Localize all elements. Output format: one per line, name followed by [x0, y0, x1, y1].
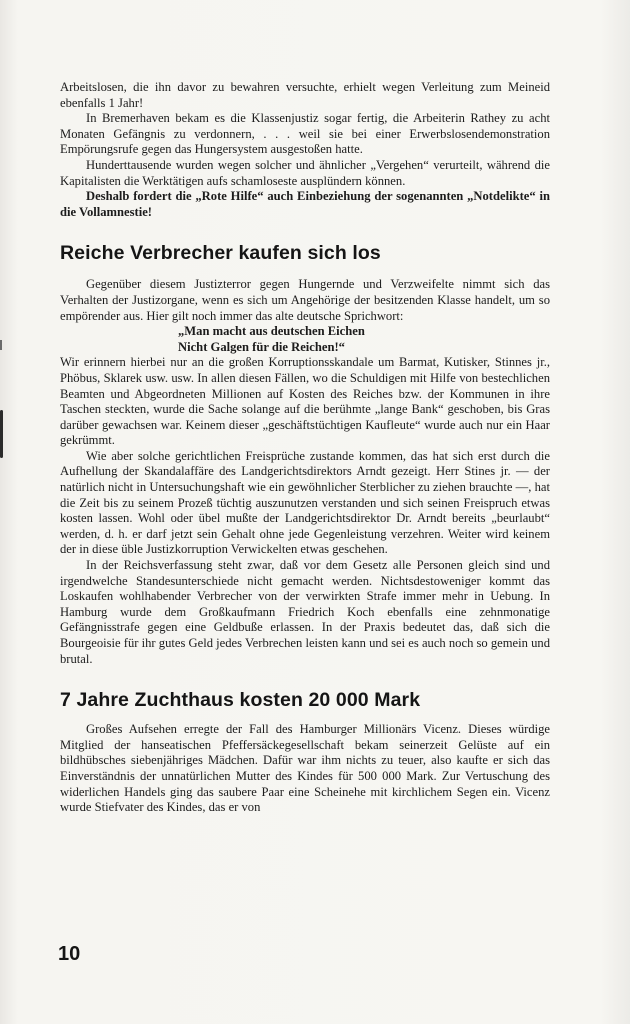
- paragraph-justizterror: Gegenüber diesem Justizterror gegen Hungernde und Verzweifelte nimmt sich das Verhalten der Justizorgane, wenn es sich um Angehörige der besitzenden Klasse handelt, um so empörender aus. Hier gilt noch immer das alte deutsche Sprichwort:: [60, 277, 550, 323]
- page-number: 10: [58, 943, 81, 965]
- paragraph-arndt-affaere: Wie aber solche gerichtlichen Freisprüche zustande kommen, das hat sich erst durch die Aufhellung der Skandalaffäre des Landgerichtsdirektors Arndt gezeigt. Herr Stines jr. — der natürlich nicht in Untersuchungshaft wie ein gewöhnlicher Sterblicher zu ziehen brauchte —, hat die Zeit bis zu seinem Prozeß tüchtig auszunutzen verstanden und sich seinen Freispruch etwas kosten lassen. Wohl oder übel mußte der Landgerichtsdirektor Dr. Arndt bereits „beurlaubt“ werden, d. h. er darf jetzt sein Gehalt ohne jede Gegenleistung verzehren. Weiter wird keinem der in diese üble Justizkorruption Verwickelten etwas geschehen.: [60, 448, 550, 557]
- paragraph-vicenz: Großes Aufsehen erregte der Fall des Hamburger Millionärs Vicenz. Dieses würdige Mitglied der hanseatischen Pfeffersäckegesellschaft bekam seinerzeit Gelüste auf ein bildhübsches siebenjähriges Mädchen. Dafür war ihm nichts zu teuer, also kaufte er sich das Einverständnis der unnatürlichen Mutter des Kindes für 500 000 Mark. Zur Vertuschung des widerlichen Handels ging das saubere Paar eine Scheinehe mit kirchlichem Segen ein. Vicenz wurde Stiefvater des Kindes, das er von: [60, 722, 550, 815]
- proverb-line: Nicht Galgen für die Reichen!“: [178, 339, 345, 354]
- scan-edge-mark: [0, 410, 3, 458]
- section-heading-zuchthaus: 7 Jahre Zuchthaus kosten 20 000 Mark: [60, 689, 421, 712]
- scan-edge-mark: [0, 340, 2, 350]
- paragraph-hunderttausende: Hunderttausende wurden wegen solcher und ähnlicher „Vergehen“ verurteilt, während die Kapitalisten die Werktätigen aufs schamloseste ausplündern können.: [60, 157, 550, 188]
- section-heading-reiche-verbrecher: Reiche Verbrecher kaufen sich los: [60, 242, 381, 265]
- page-content: [60, 80, 550, 816]
- proverb-line: „Man macht aus deutschen Eichen: [178, 324, 365, 339]
- paragraph-rote-hilfe-demand: Deshalb fordert die „Rote Hilfe“ auch Einbeziehung der sogenannten „Notdelikte“ in die Vollamnestie!: [60, 189, 550, 219]
- proverb-quote: [60, 324, 550, 355]
- paragraph-reichsverfassung: In der Reichsverfassung steht zwar, daß vor dem Gesetz alle Personen gleich sind und irgendwelche Standesunterschiede nicht gemacht werden. Nichtsdestoweniger kommt das Loskaufen wohlhabender Verbrecher von der verwirkten Strafe immer mehr in Uebung. In Hamburg wurde dem Großkaufmann Friedrich Koch ebenfalls eine zehnmonatige Gefängnisstrafe gegen eine Geldbuße erlassen. In der Praxis bedeutet das, daß sich die Bourgeoisie für ihr gutes Geld jedes Verbrechen leisten kann und sei es auch noch so gemein und brutal.: [60, 558, 550, 666]
- paragraph-bremerhaven: In Bremerhaven bekam es die Klassenjustiz sogar fertig, die Arbeiterin Rathey zu acht Monaten Gefängnis zu verdonnern, . . . weil sie bei einer Erwerbslosendemonstration Empörungsrufe gegen das Hungersystem ausgestoßen hatte.: [60, 111, 550, 157]
- paragraph-continuation: Arbeitslosen, die ihn davor zu bewahren versuchte, erhielt wegen Verleitung zum Meineid ebenfalls 1 Jahr!: [60, 80, 550, 110]
- paragraph-korruptionsskandale: Wir erinnern hierbei nur an die großen Korruptionsskandale um Barmat, Kutisker, Stinnes jr., Phöbus, Sklarek usw. usw. In allen diesen Fällen, wo die Schuldigen mit Hilfe von bestechlichen Beamten und Abgeordneten Millionen auf Kosten des Reiches bzw. der Kommunen in ihre Taschen steckten, wurde die Sache solange auf die berühmte „lange Bank“ geschoben, bis Gras darüber gewachsen war. Keinem dieser „geschäftstüchtigen Kaufleute“ wurde auch nur ein Haar gekrümmt.: [60, 355, 550, 448]
